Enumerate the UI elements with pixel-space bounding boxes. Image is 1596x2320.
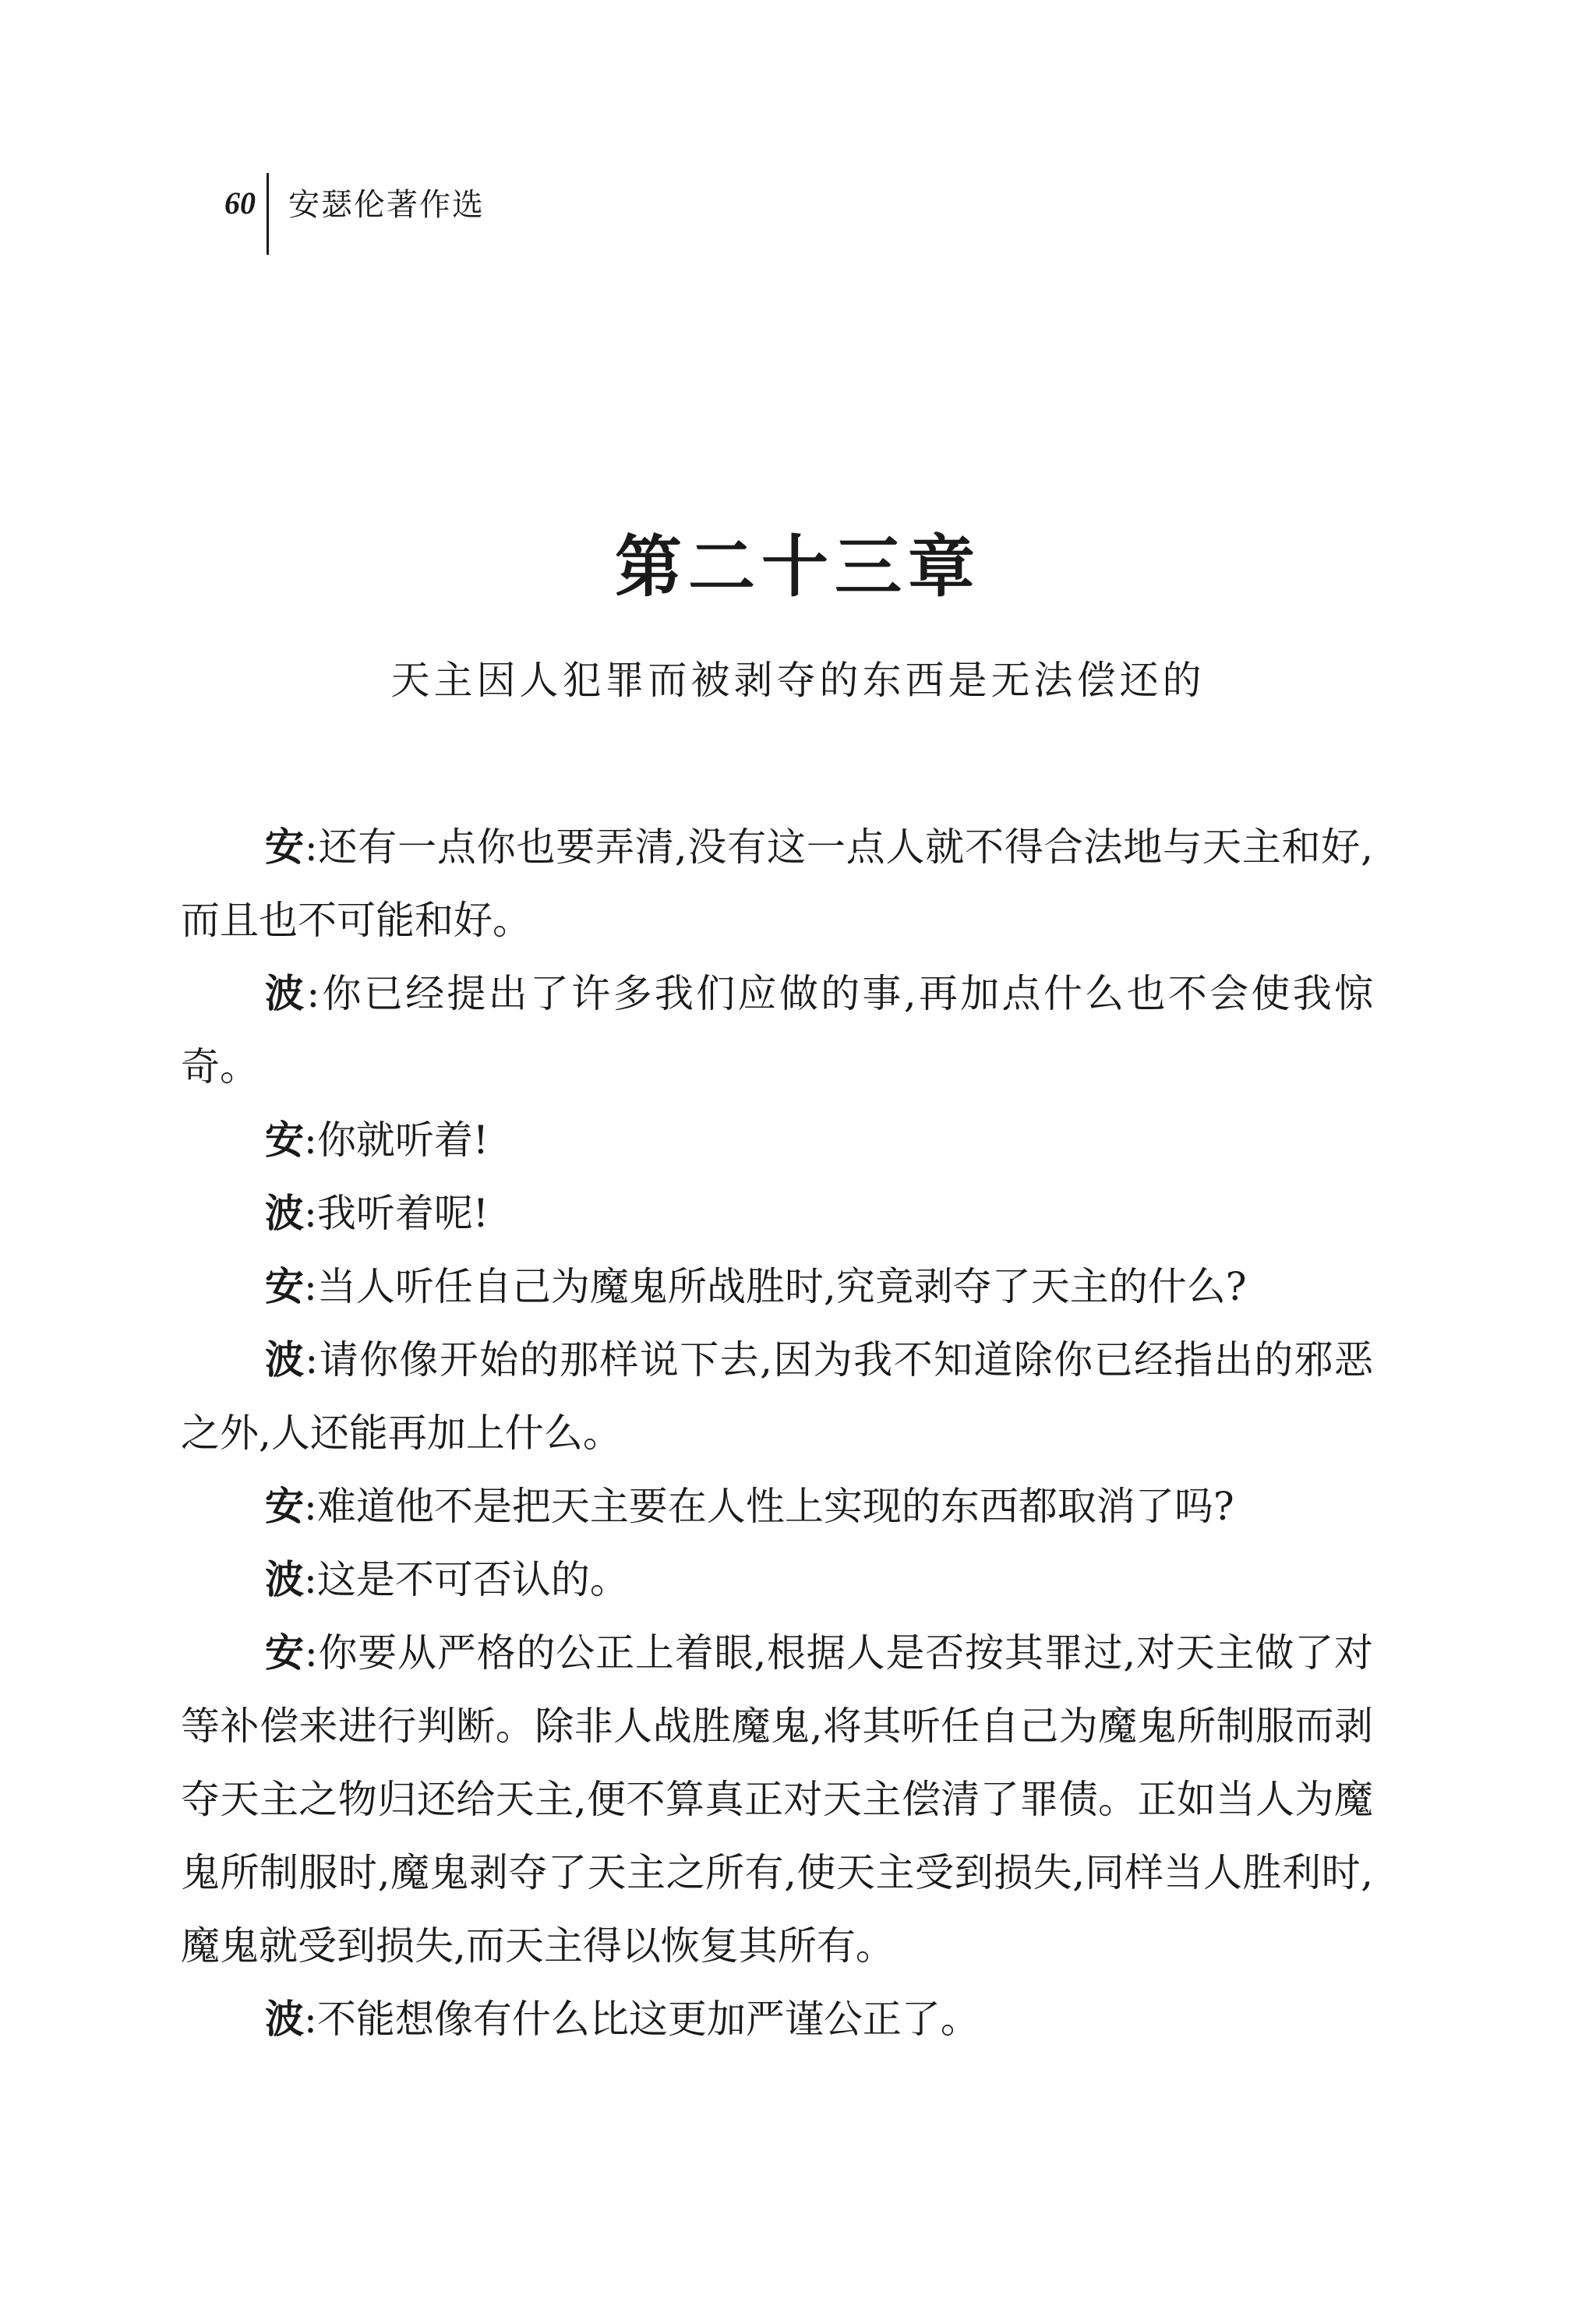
dialogue-paragraph: [181, 1983, 1373, 2056]
dialogue-text: :还有一点你也要弄清,没有这一点人就不得合法地与天主和好,而且也不可能和好。: [181, 825, 1373, 943]
speaker-label: 波: [265, 1997, 304, 2042]
speaker-label: 安: [265, 825, 305, 870]
dialogue-paragraph: [181, 1543, 1373, 1616]
dialogue-text: :请你像开始的那样说下去,因为我不知道除你已经指出的邪恶之外,人还能再加上什么。: [181, 1337, 1373, 1456]
chapter-title: 第二十三章: [615, 528, 981, 606]
speaker-label: 波: [265, 1191, 304, 1236]
dialogue-body: [181, 810, 1373, 2056]
speaker-label: 安: [265, 1484, 304, 1529]
chapter-subtitle: 天主因人犯罪而被剥夺的东西是无法偿还的: [390, 658, 1206, 703]
dialogue-paragraph: [181, 1616, 1373, 1983]
dialogue-paragraph: [181, 957, 1373, 1104]
book-title: 安瑟伦著作选: [288, 187, 485, 223]
header-divider: [267, 173, 269, 255]
dialogue-text: :难道他不是把天主要在人性上实现的东西都取消了吗?: [304, 1484, 1234, 1529]
dialogue-text: :你已经提出了许多我们应做的事,再加点什么也不会使我惊奇。: [181, 971, 1373, 1089]
speaker-label: 安: [265, 1630, 305, 1676]
speaker-label: 波: [265, 1557, 304, 1602]
dialogue-paragraph: [181, 810, 1373, 957]
dialogue-text: :我听着呢!: [304, 1191, 489, 1236]
dialogue-paragraph: [181, 1177, 1373, 1250]
dialogue-text: :不能想像有什么比这更加严谨公正了。: [304, 1997, 980, 2042]
running-header: [201, 173, 824, 259]
page-number: 60: [224, 185, 256, 221]
dialogue-paragraph: [181, 1250, 1373, 1323]
dialogue-paragraph: [181, 1323, 1373, 1470]
speaker-label: 安: [265, 1264, 304, 1309]
speaker-label: 波: [265, 971, 307, 1016]
dialogue-text: :这是不可否认的。: [304, 1557, 629, 1602]
dialogue-paragraph: [181, 1104, 1373, 1177]
dialogue-text: :你要从严格的公正上着眼,根据人是否按其罪过,对天主做了对等补偿来进行判断。除非人战胜魔鬼,将其听任自己为魔鬼所制服而剥夺天主之物归还给天主,便不算真正对天主偿清了罪债。正如当人为魔鬼所制服时,魔鬼剥夺了天主之所有,使天主受到损失,同样当人胜利时,魔鬼就受到损失,而天主得以恢复其所有。: [181, 1630, 1373, 1969]
dialogue-text: :你就听着!: [304, 1118, 489, 1163]
speaker-label: 波: [265, 1337, 305, 1382]
dialogue-paragraph: [181, 1470, 1373, 1543]
speaker-label: 安: [265, 1118, 304, 1163]
dialogue-text: :当人听任自己为魔鬼所战胜时,究竟剥夺了天主的什么?: [304, 1264, 1247, 1309]
